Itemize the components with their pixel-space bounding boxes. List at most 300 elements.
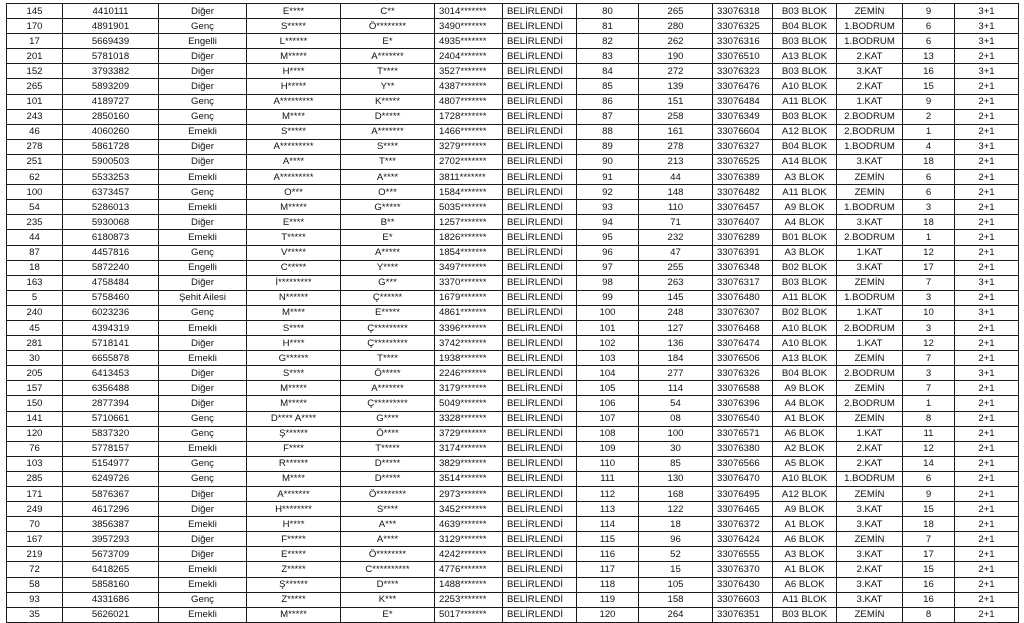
category-cell: Şehit Ailesi <box>159 290 247 305</box>
property-id-cell: 33076407 <box>713 215 773 230</box>
block-cell: A9 BLOK <box>773 200 837 215</box>
unit-number-cell: 265 <box>639 4 713 19</box>
first-name-cell: F***** <box>247 532 341 547</box>
last-name-cell: T**** <box>341 64 435 79</box>
application-number-cell: 6418265 <box>63 562 159 577</box>
category-cell: Genç <box>159 456 247 471</box>
draw-order-cell: 80 <box>577 4 639 19</box>
id-number-cell: 3279******* <box>435 139 503 154</box>
first-name-cell: İ********* <box>247 275 341 290</box>
block-cell: A11 BLOK <box>773 94 837 109</box>
floor-cell: 3.KAT <box>837 64 903 79</box>
application-number-cell: 4457816 <box>63 245 159 260</box>
status-cell: BELİRLENDİ <box>503 562 577 577</box>
unit-number-cell: 136 <box>639 336 713 351</box>
category-cell: Diğer <box>159 154 247 169</box>
floor-cell: 2.KAT <box>837 562 903 577</box>
last-name-cell: Ç****** <box>341 290 435 305</box>
block-cell: A2 BLOK <box>773 441 837 456</box>
row-number-cell: 46 <box>7 124 63 139</box>
id-number-cell: 3811******* <box>435 170 503 185</box>
table-row <box>7 396 1019 411</box>
row-number-cell: 76 <box>7 441 63 456</box>
draw-order-cell: 117 <box>577 562 639 577</box>
room-type-cell: 3+1 <box>955 305 1019 320</box>
table-row <box>7 170 1019 185</box>
block-cell: A3 BLOK <box>773 170 837 185</box>
status-cell: BELİRLENDİ <box>503 487 577 502</box>
draw-order-cell: 110 <box>577 456 639 471</box>
application-number-cell: 6413453 <box>63 366 159 381</box>
apartment-number-cell: 15 <box>903 79 955 94</box>
row-number-cell: 103 <box>7 456 63 471</box>
property-id-cell: 33076351 <box>713 607 773 622</box>
row-number-cell: 62 <box>7 170 63 185</box>
row-number-cell: 30 <box>7 351 63 366</box>
application-number-cell: 5669439 <box>63 34 159 49</box>
block-cell: A12 BLOK <box>773 487 837 502</box>
apartment-number-cell: 1 <box>903 124 955 139</box>
category-cell: Diğer <box>159 64 247 79</box>
floor-cell: 2.BODRUM <box>837 109 903 124</box>
draw-order-cell: 105 <box>577 381 639 396</box>
application-number-cell: 5930068 <box>63 215 159 230</box>
application-number-cell: 5858160 <box>63 577 159 592</box>
table-row <box>7 79 1019 94</box>
draw-order-cell: 106 <box>577 396 639 411</box>
status-cell: BELİRLENDİ <box>503 245 577 260</box>
block-cell: B03 BLOK <box>773 34 837 49</box>
id-number-cell: 3829******* <box>435 456 503 471</box>
application-number-cell: 4891901 <box>63 19 159 34</box>
property-id-cell: 33076603 <box>713 592 773 607</box>
category-cell: Genç <box>159 471 247 486</box>
first-name-cell: F**** <box>247 441 341 456</box>
draw-order-cell: 116 <box>577 547 639 562</box>
first-name-cell: M***** <box>247 381 341 396</box>
status-cell: BELİRLENDİ <box>503 577 577 592</box>
category-cell: Diğer <box>159 336 247 351</box>
block-cell: A14 BLOK <box>773 154 837 169</box>
room-type-cell: 3+1 <box>955 64 1019 79</box>
apartment-number-cell: 13 <box>903 49 955 64</box>
property-id-cell: 33076588 <box>713 381 773 396</box>
first-name-cell: C***** <box>247 260 341 275</box>
application-number-cell: 5710661 <box>63 411 159 426</box>
category-cell: Diğer <box>159 49 247 64</box>
room-type-cell: 3+1 <box>955 275 1019 290</box>
room-type-cell: 2+1 <box>955 260 1019 275</box>
table-body <box>7 4 1019 623</box>
first-name-cell: M***** <box>247 200 341 215</box>
category-cell: Engelli <box>159 260 247 275</box>
first-name-cell: A********* <box>247 139 341 154</box>
application-number-cell: 5900503 <box>63 154 159 169</box>
floor-cell: 1.BODRUM <box>837 471 903 486</box>
category-cell: Diğer <box>159 139 247 154</box>
last-name-cell: K*** <box>341 592 435 607</box>
id-number-cell: 1584******* <box>435 185 503 200</box>
property-id-cell: 33076325 <box>713 19 773 34</box>
status-cell: BELİRLENDİ <box>503 290 577 305</box>
draw-order-cell: 103 <box>577 351 639 366</box>
application-number-cell: 4394319 <box>63 320 159 335</box>
status-cell: BELİRLENDİ <box>503 411 577 426</box>
last-name-cell: Ö***** <box>341 366 435 381</box>
draw-order-cell: 100 <box>577 305 639 320</box>
id-number-cell: 3129******* <box>435 532 503 547</box>
table-row <box>7 487 1019 502</box>
row-number-cell: 5 <box>7 290 63 305</box>
unit-number-cell: 161 <box>639 124 713 139</box>
draw-order-cell: 96 <box>577 245 639 260</box>
first-name-cell: M***** <box>247 607 341 622</box>
status-cell: BELİRLENDİ <box>503 517 577 532</box>
id-number-cell: 1466******* <box>435 124 503 139</box>
room-type-cell: 2+1 <box>955 517 1019 532</box>
block-cell: B03 BLOK <box>773 275 837 290</box>
draw-order-cell: 94 <box>577 215 639 230</box>
status-cell: BELİRLENDİ <box>503 34 577 49</box>
last-name-cell: E***** <box>341 305 435 320</box>
room-type-cell: 2+1 <box>955 592 1019 607</box>
apartment-number-cell: 6 <box>903 185 955 200</box>
id-number-cell: 3328******* <box>435 411 503 426</box>
id-number-cell: 4861******* <box>435 305 503 320</box>
draw-order-cell: 82 <box>577 34 639 49</box>
category-cell: Diğer <box>159 532 247 547</box>
apartment-number-cell: 8 <box>903 411 955 426</box>
application-number-cell: 5872240 <box>63 260 159 275</box>
status-cell: BELİRLENDİ <box>503 381 577 396</box>
category-cell: Genç <box>159 426 247 441</box>
row-number-cell: 285 <box>7 471 63 486</box>
block-cell: A9 BLOK <box>773 381 837 396</box>
unit-number-cell: 148 <box>639 185 713 200</box>
id-number-cell: 1488******* <box>435 577 503 592</box>
application-number-cell: 6249726 <box>63 471 159 486</box>
apartment-number-cell: 3 <box>903 366 955 381</box>
last-name-cell: A******* <box>341 49 435 64</box>
floor-cell: 3.KAT <box>837 517 903 532</box>
apartment-number-cell: 3 <box>903 290 955 305</box>
id-number-cell: 1728******* <box>435 109 503 124</box>
row-number-cell: 240 <box>7 305 63 320</box>
table-row <box>7 260 1019 275</box>
last-name-cell: D***** <box>341 456 435 471</box>
first-name-cell: L****** <box>247 34 341 49</box>
last-name-cell: A***** <box>341 245 435 260</box>
draw-order-cell: 107 <box>577 411 639 426</box>
last-name-cell: K***** <box>341 94 435 109</box>
row-number-cell: 243 <box>7 109 63 124</box>
floor-cell: 1.KAT <box>837 305 903 320</box>
unit-number-cell: 110 <box>639 200 713 215</box>
room-type-cell: 2+1 <box>955 456 1019 471</box>
status-cell: BELİRLENDİ <box>503 260 577 275</box>
last-name-cell: D***** <box>341 471 435 486</box>
last-name-cell: G*** <box>341 275 435 290</box>
id-number-cell: 1938******* <box>435 351 503 366</box>
unit-number-cell: 96 <box>639 532 713 547</box>
first-name-cell: E***** <box>247 547 341 562</box>
block-cell: A9 BLOK <box>773 502 837 517</box>
apartment-number-cell: 14 <box>903 456 955 471</box>
apartment-number-cell: 1 <box>903 396 955 411</box>
row-number-cell: 17 <box>7 34 63 49</box>
block-cell: A5 BLOK <box>773 456 837 471</box>
draw-order-cell: 113 <box>577 502 639 517</box>
block-cell: A11 BLOK <box>773 290 837 305</box>
unit-number-cell: 145 <box>639 290 713 305</box>
application-number-cell: 6655878 <box>63 351 159 366</box>
draw-order-cell: 99 <box>577 290 639 305</box>
floor-cell: ZEMİN <box>837 170 903 185</box>
first-name-cell: S***** <box>247 124 341 139</box>
apartment-number-cell: 10 <box>903 305 955 320</box>
first-name-cell: V***** <box>247 245 341 260</box>
room-type-cell: 2+1 <box>955 396 1019 411</box>
table-row <box>7 381 1019 396</box>
status-cell: BELİRLENDİ <box>503 502 577 517</box>
last-name-cell: E* <box>341 34 435 49</box>
property-id-cell: 33076510 <box>713 49 773 64</box>
status-cell: BELİRLENDİ <box>503 441 577 456</box>
id-number-cell: 1257******* <box>435 215 503 230</box>
application-number-cell: 4060260 <box>63 124 159 139</box>
property-id-cell: 33076495 <box>713 487 773 502</box>
status-cell: BELİRLENDİ <box>503 49 577 64</box>
block-cell: A6 BLOK <box>773 577 837 592</box>
room-type-cell: 3+1 <box>955 366 1019 381</box>
draw-order-cell: 84 <box>577 64 639 79</box>
apartment-number-cell: 4 <box>903 139 955 154</box>
apartment-number-cell: 8 <box>903 607 955 622</box>
property-id-cell: 33076571 <box>713 426 773 441</box>
table-row <box>7 200 1019 215</box>
property-id-cell: 33076474 <box>713 336 773 351</box>
status-cell: BELİRLENDİ <box>503 154 577 169</box>
row-number-cell: 101 <box>7 94 63 109</box>
first-name-cell: Ş****** <box>247 426 341 441</box>
floor-cell: 1.BODRUM <box>837 34 903 49</box>
room-type-cell: 2+1 <box>955 200 1019 215</box>
id-number-cell: 4242******* <box>435 547 503 562</box>
floor-cell: 2.BODRUM <box>837 230 903 245</box>
table-row <box>7 426 1019 441</box>
block-cell: B04 BLOK <box>773 366 837 381</box>
first-name-cell: H**** <box>247 64 341 79</box>
floor-cell: 2.KAT <box>837 441 903 456</box>
property-id-cell: 33076540 <box>713 411 773 426</box>
table-row <box>7 124 1019 139</box>
apartment-number-cell: 6 <box>903 34 955 49</box>
application-number-cell: 3957293 <box>63 532 159 547</box>
category-cell: Emekli <box>159 577 247 592</box>
status-cell: BELİRLENDİ <box>503 109 577 124</box>
property-id-cell: 33076318 <box>713 4 773 19</box>
draw-order-cell: 93 <box>577 200 639 215</box>
unit-number-cell: 52 <box>639 547 713 562</box>
draw-order-cell: 120 <box>577 607 639 622</box>
last-name-cell: A*** <box>341 517 435 532</box>
apartment-number-cell: 12 <box>903 441 955 456</box>
unit-number-cell: 278 <box>639 139 713 154</box>
category-cell: Diğer <box>159 381 247 396</box>
unit-number-cell: 130 <box>639 471 713 486</box>
room-type-cell: 2+1 <box>955 502 1019 517</box>
table-row <box>7 471 1019 486</box>
apartment-number-cell: 15 <box>903 502 955 517</box>
block-cell: B03 BLOK <box>773 64 837 79</box>
unit-number-cell: 100 <box>639 426 713 441</box>
property-id-cell: 33076482 <box>713 185 773 200</box>
apartment-number-cell: 9 <box>903 94 955 109</box>
application-number-cell: 3793382 <box>63 64 159 79</box>
unit-number-cell: 158 <box>639 592 713 607</box>
last-name-cell: Ö**** <box>341 426 435 441</box>
category-cell: Emekli <box>159 351 247 366</box>
row-number-cell: 171 <box>7 487 63 502</box>
draw-order-cell: 114 <box>577 517 639 532</box>
id-number-cell: 3729******* <box>435 426 503 441</box>
id-number-cell: 3370******* <box>435 275 503 290</box>
status-cell: BELİRLENDİ <box>503 124 577 139</box>
category-cell: Diğer <box>159 4 247 19</box>
id-number-cell: 3452******* <box>435 502 503 517</box>
draw-order-cell: 87 <box>577 109 639 124</box>
application-number-cell: 3856387 <box>63 517 159 532</box>
status-cell: BELİRLENDİ <box>503 471 577 486</box>
last-name-cell: Ç********* <box>341 320 435 335</box>
block-cell: A12 BLOK <box>773 124 837 139</box>
property-id-cell: 33076476 <box>713 79 773 94</box>
table-row <box>7 49 1019 64</box>
id-number-cell: 4807******* <box>435 94 503 109</box>
property-id-cell: 33076349 <box>713 109 773 124</box>
first-name-cell: M**** <box>247 305 341 320</box>
block-cell: B03 BLOK <box>773 607 837 622</box>
row-number-cell: 35 <box>7 607 63 622</box>
draw-order-cell: 91 <box>577 170 639 185</box>
room-type-cell: 2+1 <box>955 547 1019 562</box>
table-row <box>7 305 1019 320</box>
floor-cell: 1.KAT <box>837 336 903 351</box>
draw-order-cell: 81 <box>577 19 639 34</box>
row-number-cell: 219 <box>7 547 63 562</box>
first-name-cell: S***** <box>247 19 341 34</box>
last-name-cell: Ö******** <box>341 487 435 502</box>
status-cell: BELİRLENDİ <box>503 305 577 320</box>
first-name-cell: H**** <box>247 517 341 532</box>
unit-number-cell: 263 <box>639 275 713 290</box>
block-cell: A10 BLOK <box>773 336 837 351</box>
id-number-cell: 1679******* <box>435 290 503 305</box>
status-cell: BELİRLENDİ <box>503 200 577 215</box>
application-number-cell: 5837320 <box>63 426 159 441</box>
room-type-cell: 2+1 <box>955 562 1019 577</box>
status-cell: BELİRLENDİ <box>503 64 577 79</box>
last-name-cell: T***** <box>341 441 435 456</box>
block-cell: A1 BLOK <box>773 411 837 426</box>
block-cell: A1 BLOK <box>773 517 837 532</box>
status-cell: BELİRLENDİ <box>503 336 577 351</box>
room-type-cell: 3+1 <box>955 19 1019 34</box>
apartment-number-cell: 6 <box>903 170 955 185</box>
floor-cell: ZEMİN <box>837 351 903 366</box>
row-number-cell: 152 <box>7 64 63 79</box>
draw-order-cell: 102 <box>577 336 639 351</box>
category-cell: Genç <box>159 19 247 34</box>
block-cell: B02 BLOK <box>773 260 837 275</box>
room-type-cell: 2+1 <box>955 215 1019 230</box>
property-id-cell: 33076480 <box>713 290 773 305</box>
first-name-cell: A******* <box>247 487 341 502</box>
property-id-cell: 33076317 <box>713 275 773 290</box>
table-row <box>7 366 1019 381</box>
row-number-cell: 44 <box>7 230 63 245</box>
first-name-cell: A**** <box>247 154 341 169</box>
floor-cell: ZEMİN <box>837 381 903 396</box>
draw-order-cell: 88 <box>577 124 639 139</box>
id-number-cell: 1854******* <box>435 245 503 260</box>
room-type-cell: 2+1 <box>955 230 1019 245</box>
application-number-cell: 5718141 <box>63 336 159 351</box>
property-id-cell: 33076604 <box>713 124 773 139</box>
category-cell: Emekli <box>159 517 247 532</box>
floor-cell: 1.BODRUM <box>837 19 903 34</box>
floor-cell: 2.KAT <box>837 456 903 471</box>
property-id-cell: 33076348 <box>713 260 773 275</box>
draw-order-cell: 112 <box>577 487 639 502</box>
row-number-cell: 167 <box>7 532 63 547</box>
room-type-cell: 2+1 <box>955 94 1019 109</box>
category-cell: Emekli <box>159 441 247 456</box>
application-number-cell: 5778157 <box>63 441 159 456</box>
application-number-cell: 5154977 <box>63 456 159 471</box>
category-cell: Emekli <box>159 200 247 215</box>
room-type-cell: 2+1 <box>955 577 1019 592</box>
table-row <box>7 139 1019 154</box>
last-name-cell: C** <box>341 4 435 19</box>
draw-order-cell: 90 <box>577 154 639 169</box>
table-row <box>7 441 1019 456</box>
floor-cell: ZEMİN <box>837 275 903 290</box>
floor-cell: 2.BODRUM <box>837 366 903 381</box>
table-row <box>7 351 1019 366</box>
id-number-cell: 3527******* <box>435 64 503 79</box>
block-cell: A10 BLOK <box>773 320 837 335</box>
id-number-cell: 4776******* <box>435 562 503 577</box>
room-type-cell: 2+1 <box>955 532 1019 547</box>
apartment-number-cell: 6 <box>903 19 955 34</box>
unit-number-cell: 248 <box>639 305 713 320</box>
allocation-results-table <box>6 3 1019 623</box>
block-cell: A6 BLOK <box>773 532 837 547</box>
room-type-cell: 2+1 <box>955 185 1019 200</box>
floor-cell: 3.KAT <box>837 577 903 592</box>
row-number-cell: 150 <box>7 396 63 411</box>
property-id-cell: 33076391 <box>713 245 773 260</box>
apartment-number-cell: 7 <box>903 532 955 547</box>
table-row <box>7 215 1019 230</box>
category-cell: Genç <box>159 109 247 124</box>
property-id-cell: 33076465 <box>713 502 773 517</box>
block-cell: B01 BLOK <box>773 230 837 245</box>
last-name-cell: Ö******** <box>341 547 435 562</box>
last-name-cell: D**** <box>341 577 435 592</box>
table-row <box>7 185 1019 200</box>
